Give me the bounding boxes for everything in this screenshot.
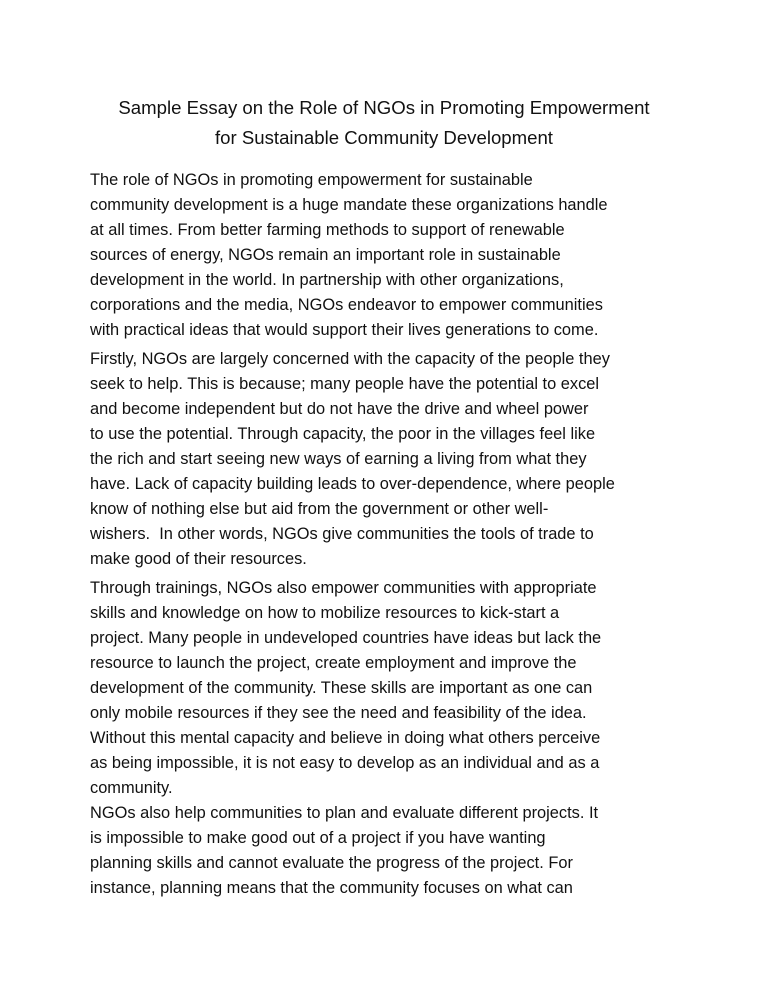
paragraph-2 <box>90 347 690 572</box>
text-line: Without this mental capacity and believe in doing what others perceive <box>90 729 601 747</box>
text-line: project. Many people in undeveloped countries have ideas but lack the <box>90 629 602 647</box>
paragraph-4 <box>90 801 690 901</box>
document-body <box>90 168 690 905</box>
text-line: planning skills and cannot evaluate the progress of the project. For <box>90 854 573 872</box>
text-line: development in the world. In partnership with other organizations, <box>90 271 564 289</box>
text-line: development of the community. These skills are important as one can <box>90 679 593 697</box>
text-line: know of nothing else but aid from the government or other well- <box>90 500 549 518</box>
text-line: make good of their resources. <box>90 550 307 568</box>
text-line: community. <box>90 779 173 797</box>
text-line: resource to launch the project, create employment and improve the <box>90 654 577 672</box>
document-title <box>60 93 708 153</box>
title-line-1: Sample Essay on the Role of NGOs in Promoting Empowerment <box>118 97 650 118</box>
text-line: with practical ideas that would support their lives generations to come. <box>90 321 599 339</box>
text-line: NGOs also help communities to plan and evaluate different projects. It <box>90 804 599 822</box>
text-line: The role of NGOs in promoting empowerment for sustainable <box>90 171 533 189</box>
text-line: corporations and the media, NGOs endeavor to empower communities <box>90 296 603 314</box>
title-line-2: for Sustainable Community Development <box>215 127 553 148</box>
text-line: the rich and start seeing new ways of earning a living from what they <box>90 450 587 468</box>
text-line: sources of energy, NGOs remain an important role in sustainable <box>90 246 561 264</box>
text-line: as being impossible, it is not easy to develop as an individual and as a <box>90 754 600 772</box>
text-line: community development is a huge mandate these organizations handle <box>90 196 608 214</box>
text-line: Through trainings, NGOs also empower communities with appropriate <box>90 579 597 597</box>
text-line: at all times. From better farming methods to support of renewable <box>90 221 565 239</box>
text-line: to use the potential. Through capacity, the poor in the villages feel like <box>90 425 596 443</box>
text-line: is impossible to make good out of a project if you have wanting <box>90 829 546 847</box>
text-line: only mobile resources if they see the need and feasibility of the idea. <box>90 704 587 722</box>
text-line: and become independent but do not have the drive and wheel power <box>90 400 589 418</box>
text-line: seek to help. This is because; many people have the potential to excel <box>90 375 600 393</box>
text-line: skills and knowledge on how to mobilize resources to kick-start a <box>90 604 560 622</box>
text-line: have. Lack of capacity building leads to over-dependence, where people <box>90 475 615 493</box>
paragraph-1 <box>90 168 690 343</box>
paragraph-3 <box>90 576 690 801</box>
text-line: instance, planning means that the community focuses on what can <box>90 879 573 897</box>
text-line: Firstly, NGOs are largely concerned with the capacity of the people they <box>90 350 610 368</box>
text-line: wishers. In other words, NGOs give communities the tools of trade to <box>90 525 594 543</box>
